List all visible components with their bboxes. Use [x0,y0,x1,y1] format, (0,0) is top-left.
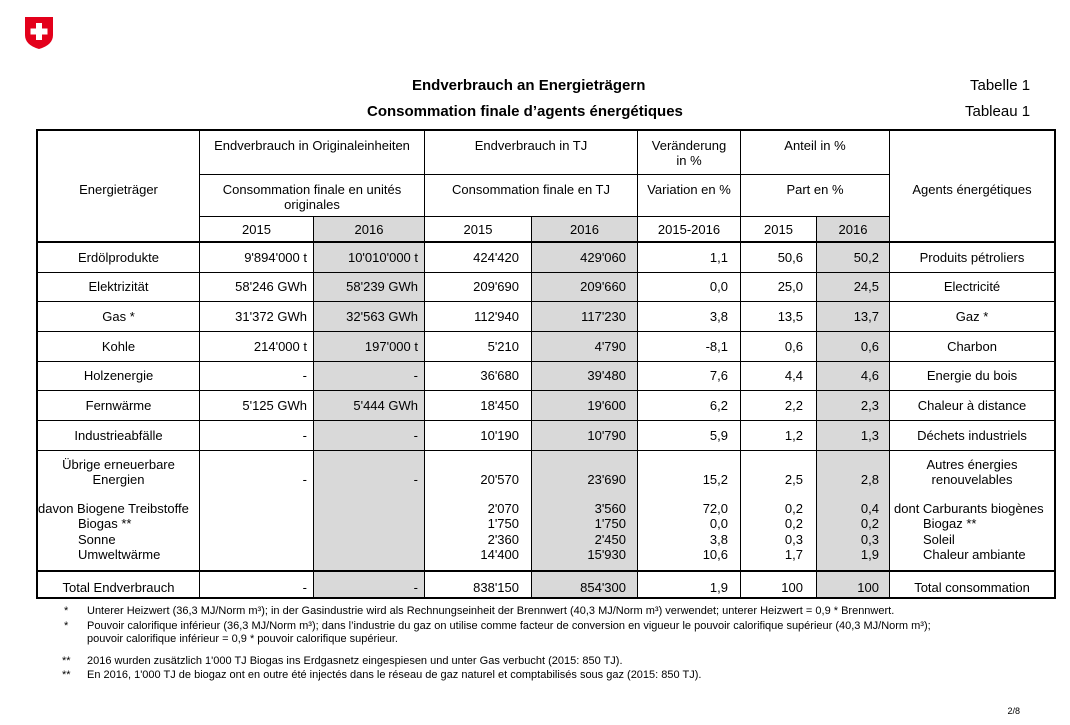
cell-orig-2015: 58'246 GWh [235,279,307,294]
subrow-label-de: davon Biogene Treibstoffe [38,501,189,516]
row-label-de: Fernwärme [85,398,152,413]
title-de: Endverbrauch an Energieträgern [412,77,646,94]
cell-share-2015: 0,6 [784,339,803,354]
table-number-de: Tabelle 1 [970,77,1031,94]
cell-orig-2016: 58'239 GWh [346,279,418,294]
row-label-de: Industrieabfälle [74,428,163,443]
cell-share-2016: 24,5 [853,279,879,294]
header-var-fr: Variation en % [647,182,731,197]
footnote-2-cont: pouvoir calorifique inférieur = 0,9 * pouvoir calorifique supérieur. [87,633,398,645]
cell-tj-2016: 854'300 [580,580,626,595]
page-number: 2/8 [1007,706,1020,716]
cell-variation: 10,6 [702,547,728,562]
header-share-2015: 2015 [764,222,793,237]
cell-tj-2016: 429'060 [580,250,626,265]
cell-orig-2015: - [302,472,307,487]
cell-tj-2015: 838'150 [473,580,519,595]
footnote-marker: ** [62,655,71,667]
cell-tj-2015: 18'450 [480,398,519,413]
header-energy-de: Energieträger [79,182,158,197]
cell-variation: 5,9 [709,428,728,443]
cell-orig-2016: - [413,472,418,487]
cell-share-2016: 4,6 [860,368,879,383]
cell-tj-2015: 209'690 [473,279,519,294]
cell-share-2016: 0,6 [860,339,879,354]
cell-orig-2016: - [413,580,418,595]
subrow-label-de: Umweltwärme [78,547,161,562]
cell-tj-2015: 10'190 [480,428,519,443]
subrow-label-fr: Soleil [923,532,955,547]
cell-tj-2016: 10'790 [587,428,626,443]
cell-share-2016: 1,3 [860,428,879,443]
row-label-de: Kohle [101,339,136,354]
cell-tj-2016: 39'480 [587,368,626,383]
row-label-fr: Déchets industriels [917,428,1027,443]
cell-tj-2016: 117'230 [581,309,626,324]
cell-orig-2015: 31'372 GWh [235,309,307,324]
cell-orig-2015: - [302,428,307,443]
row-label-fr-line2: renouvelables [931,472,1013,487]
cell-variation: 15,2 [702,472,728,487]
row-label-fr: Chaleur à distance [917,398,1027,413]
cell-share-2016: 2,3 [860,398,879,413]
swiss-coat-of-arms-icon [25,17,53,49]
footnote-marker: ** [62,669,71,681]
footnote-4: En 2016, 1'000 TJ de biogaz ont en outre été injectés dans le réseau de gaz naturel et comptabilisés sous gaz (2015: 850 TJ). [87,669,702,681]
cell-share-2015: 13,5 [777,309,803,324]
header-orig-de: Endverbrauch in Originaleinheiten [214,138,410,153]
cell-orig-2016: 5'444 GWh [353,398,418,413]
cell-tj-2015: 424'420 [473,250,519,265]
cell-tj-2016: 23'690 [587,472,626,487]
cell-tj-2016: 1'750 [594,516,626,531]
subrow-label-de: Biogas ** [78,516,132,531]
cell-share-2015: 2,5 [784,472,803,487]
row-label-fr: Charbon [947,339,997,354]
cell-orig-2015: 9'894'000 t [244,250,307,265]
cell-share-2015: 1,2 [784,428,803,443]
footnote-2: Pouvoir calorifique inférieur (36,3 MJ/Norm m³); dans l’industrie du gaz on utilise comme facteur de conversion en vigueur le pouvoir calorifique supérieur (40,3 MJ/Norm m³); [87,620,931,632]
cell-orig-2016: 32'563 GWh [346,309,418,324]
cell-variation: 1,1 [709,250,728,265]
header-share-fr: Part en % [786,182,844,197]
header-tj-2016: 2016 [570,222,599,237]
cell-share-2015: 2,2 [784,398,803,413]
subrow-label-fr: Biogaz ** [923,516,977,531]
cell-share-2015: 1,7 [784,547,803,562]
header-share-de: Anteil in % [784,138,846,153]
cell-tj-2016: 4'790 [594,339,626,354]
cell-orig-2016: 197'000 t [364,339,418,354]
cell-share-2015: 0,3 [784,532,803,547]
cell-variation: 3,8 [709,309,728,324]
cell-variation: 6,2 [709,398,728,413]
header-energy-fr: Agents énergétiques [912,182,1032,197]
cell-variation: 3,8 [709,532,728,547]
row-label-de: Übrige erneuerbare [62,457,175,472]
cell-variation: 1,9 [709,580,728,595]
cell-tj-2016: 2'450 [594,532,626,547]
row-label-de-line2: Energien [92,472,145,487]
row-label-fr: Produits pétroliers [919,250,1025,265]
cell-tj-2015: 5'210 [487,339,519,354]
cell-tj-2015: 2'360 [487,532,519,547]
cell-share-2016: 0,3 [860,532,879,547]
footnote-1: Unterer Heizwert (36,3 MJ/Norm m³); in der Gasindustrie wird als Rechnungseinheit der Brennwert (40,3 MJ/Norm m³) verwendet; unterer Heizwert = 0,9 * Brennwert. [87,605,895,617]
cell-tj-2016: 19'600 [587,398,626,413]
subrow-label-de: Sonne [78,532,116,547]
cell-variation: 72,0 [702,501,728,516]
cell-tj-2016: 209'660 [580,279,626,294]
cell-tj-2015: 2'070 [487,501,519,516]
subrow-label-fr: dont Carburants biogènes [894,501,1044,516]
header-tj-2015: 2015 [463,222,493,237]
header-tj-fr: Consommation finale en TJ [451,182,610,197]
cell-orig-2016: - [413,428,418,443]
cell-tj-2015: 1'750 [487,516,519,531]
cell-tj-2016: 15'930 [587,547,626,562]
header-tj-de: Endverbrauch in TJ [474,138,588,153]
cell-share-2016: 1,9 [860,547,879,562]
cell-variation: 0,0 [709,516,728,531]
cell-orig-2015: 214'000 t [253,339,307,354]
cell-tj-2016: 3'560 [594,501,626,516]
cell-orig-2016: - [413,368,418,383]
cell-variation: 0,0 [709,279,728,294]
row-label-fr: Gaz * [955,309,989,324]
cell-variation: -8,1 [705,339,728,354]
footnote-3: 2016 wurden zusätzlich 1'000 TJ Biogas ins Erdgasnetz eingespiesen und unter Gas verbucht (2015: 850 TJ). [87,655,623,667]
cell-share-2015: 50,6 [777,250,803,265]
header-var-period: 2015-2016 [657,222,721,237]
row-label-fr: Energie du bois [926,368,1018,383]
header-orig-fr: Consommation finale en unités originales [222,182,402,212]
row-label-de: Holzenergie [83,368,154,383]
cell-share-2016: 13,7 [853,309,879,324]
cell-orig-2015: - [302,580,307,595]
header-share-2016: 2016 [838,222,868,237]
header-orig-2015: 2015 [242,222,271,237]
cell-tj-2015: 112'940 [474,309,519,324]
cell-share-2016: 50,2 [853,250,879,265]
cell-share-2016: 0,4 [860,501,879,516]
row-label-de: Elektrizität [88,279,149,294]
table-number-fr: Tableau 1 [965,103,1031,120]
cell-share-2016: 2,8 [860,472,879,487]
cell-variation: 7,6 [709,368,728,383]
cell-orig-2015: - [302,368,307,383]
subrow-label-fr: Chaleur ambiante [923,547,1026,562]
cell-tj-2015: 14'400 [480,547,519,562]
footnote-marker: * [64,605,69,617]
cell-share-2015: 100 [781,580,803,595]
cell-share-2015: 4,4 [784,368,803,383]
cell-tj-2015: 20'570 [480,472,519,487]
total-label-de: Total Endverbrauch [62,580,175,595]
total-label-fr: Total consommation [914,580,1030,595]
cell-tj-2015: 36'680 [480,368,519,383]
row-label-fr: Electricité [943,279,1001,294]
header-orig-2016: 2016 [354,222,384,237]
header-var-de: Veränderung in % [651,138,727,168]
row-label-fr: Autres énergies [926,457,1018,472]
footnote-marker: * [64,620,69,632]
row-label-de: Gas * [102,309,135,324]
cell-orig-2015: 5'125 GWh [242,398,307,413]
cell-share-2015: 0,2 [784,501,803,516]
cell-orig-2016: 10'010'000 t [347,250,418,265]
cell-share-2015: 0,2 [784,516,803,531]
row-label-de: Erdölprodukte [78,250,159,265]
cell-share-2016: 100 [857,580,879,595]
cell-share-2016: 0,2 [860,516,879,531]
title-fr: Consommation finale d’agents énergétiques [367,103,683,120]
cell-share-2015: 25,0 [777,279,803,294]
